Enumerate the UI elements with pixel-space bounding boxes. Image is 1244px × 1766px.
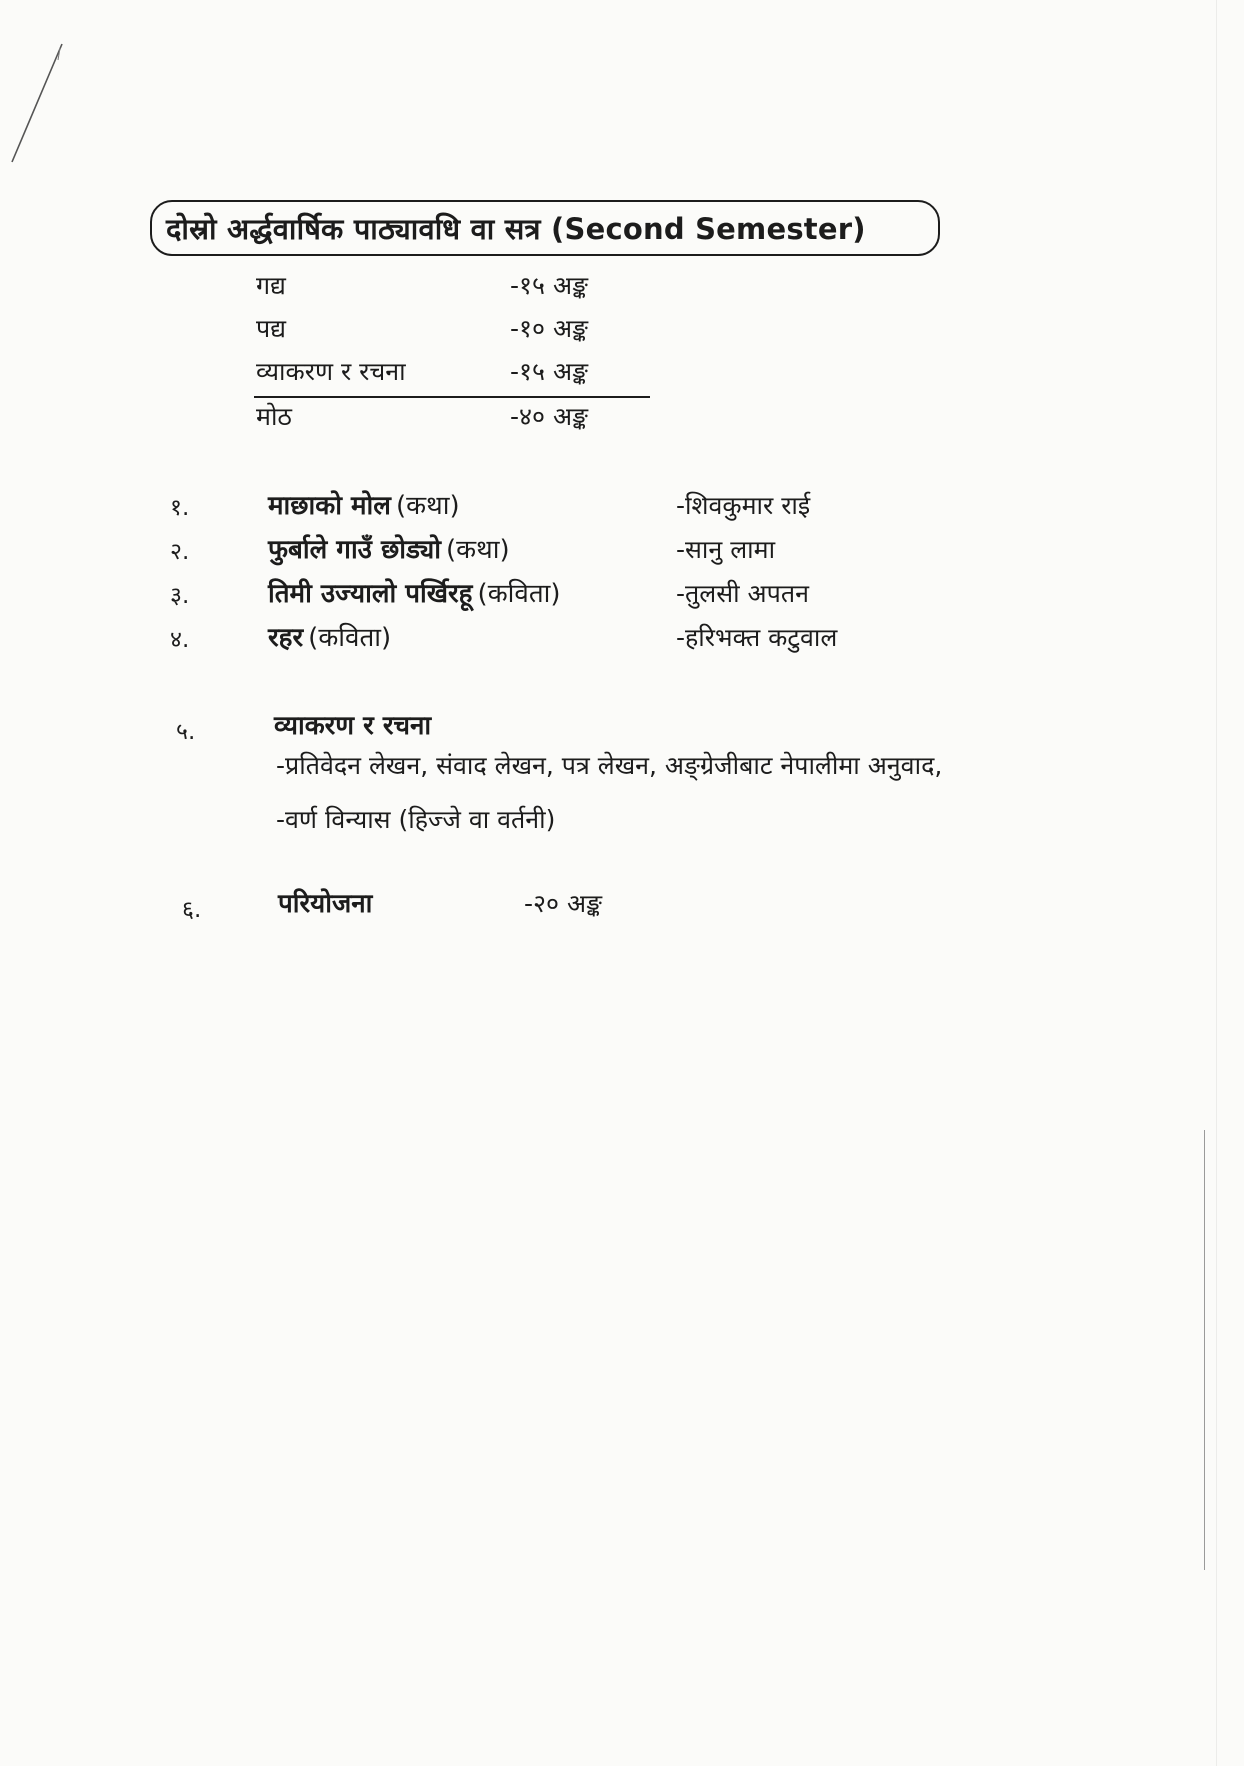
item-title: रहर	[268, 623, 304, 653]
item-title: तिमी उज्यालो पर्खिरहू	[268, 579, 473, 609]
grammar-topics-line: -वर्ण विन्यास (हिज्जे वा वर्तनी)	[276, 805, 556, 834]
marks-value-prose: -१५ अङ्क	[510, 271, 588, 300]
item-number: २.	[170, 539, 190, 565]
pen-stroke-mark	[0, 0, 80, 200]
item-number: ४.	[170, 627, 190, 653]
item-author: -हरिभक्त कटुवाल	[676, 623, 838, 652]
marks-label-prose: गद्य	[256, 271, 286, 300]
project-number: ६.	[182, 897, 202, 923]
marks-value-poetry: -१० अङ्क	[510, 314, 588, 343]
item-genre: (कविता)	[477, 579, 561, 609]
item-genre: (कथा)	[396, 491, 460, 521]
item-genre: (कथा)	[446, 535, 510, 565]
marks-label-grammar: व्याकरण र रचना	[256, 357, 406, 386]
grammar-heading: व्याकरण र रचना	[274, 711, 432, 741]
item-number: १.	[170, 495, 190, 521]
item-title: फुर्बाले गाउँ छोड्यो	[268, 535, 441, 565]
grammar-number: ५.	[176, 719, 196, 745]
item-number: ३.	[170, 583, 190, 609]
item-title: माछाको मोल	[268, 491, 391, 521]
marks-label-total: मोठ	[256, 402, 292, 431]
total-divider	[254, 396, 650, 398]
scan-edge-line	[1204, 1130, 1205, 1570]
marks-value-grammar: -१५ अङ्क	[510, 357, 588, 386]
item-genre: (कविता)	[308, 623, 392, 653]
item-author: -सानु लामा	[676, 535, 776, 564]
item-author: -शिवकुमार राई	[676, 491, 811, 520]
grammar-topics-line: -प्रतिवेदन लेखन, संवाद लेखन, पत्र लेखन, अङ्ग्रेजीबाट नेपालीमा अनुवाद,	[276, 751, 943, 780]
scan-edge-line	[1216, 0, 1217, 1766]
semester-title: दोस्रो अर्द्धवार्षिक पाठ्यावधि वा सत्र (Second Semester)	[166, 211, 866, 246]
item-author: -तुलसी अपतन	[676, 579, 809, 608]
marks-value-total: -४० अङ्क	[510, 402, 588, 431]
project-label: परियोजना	[278, 889, 373, 919]
project-marks: -२० अङ्क	[524, 889, 602, 918]
semester-title-box	[150, 200, 940, 256]
marks-label-poetry: पद्य	[256, 314, 286, 343]
